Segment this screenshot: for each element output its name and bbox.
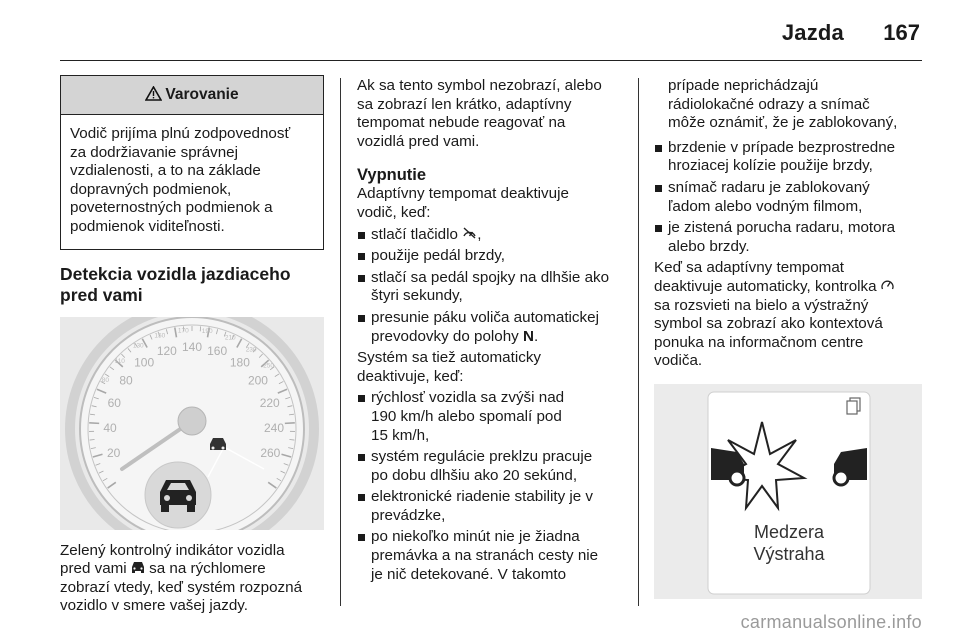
text-line: Ak sa tento symbol nezobrazí, alebo — [357, 77, 602, 94]
warning-line: podmienok viditeľnosti. — [70, 217, 225, 235]
warning-box — [60, 75, 324, 250]
display-line-2: Výstraha — [753, 543, 825, 564]
speedometer-graphic — [60, 317, 324, 530]
list-item: elektronické riadenie stability je v prevádzke, — [357, 488, 627, 525]
column-1 — [60, 75, 324, 616]
collision-warning-illustration — [654, 384, 922, 599]
speedo-label: 260 — [260, 445, 281, 460]
vehicle-ahead-icon — [131, 560, 145, 577]
list-item: brzdenie v prípade bezprostredne hroziacej kolízie použije brzdy, — [654, 139, 924, 176]
speedo-inner-label: 150 — [154, 331, 166, 339]
auto-deactivation-list — [357, 389, 627, 584]
text-line: rádiolokačné odrazy a snímač — [668, 95, 870, 113]
text-line: Keď sa adaptívny tempomat — [654, 259, 844, 277]
page-header — [60, 0, 922, 61]
speedo-label: 160 — [207, 343, 228, 358]
speedo-label: 100 — [134, 354, 155, 369]
vehicle-ahead-enlarged-icon — [145, 462, 211, 528]
warning-line: vzdialenosti, a to na základe — [70, 162, 261, 180]
speedo-inner-label: 80 — [101, 376, 110, 384]
speedo-tick — [89, 422, 99, 423]
speedo-label: 140 — [181, 339, 203, 354]
warning-line: dopravných podmienok, — [70, 180, 232, 198]
speedo-inner-label: 250 — [263, 362, 275, 370]
column-divider-1 — [340, 78, 341, 606]
section-heading-vypnutie: Vypnutie — [357, 166, 427, 185]
text-line: vodiča. — [654, 352, 703, 370]
text-line: sa zobrazí len krátko, adaptívny — [357, 95, 572, 113]
warning-line: Vodič prijíma plnú zodpovednosť — [70, 125, 291, 142]
speedo-inner-label: 170 — [177, 326, 189, 334]
speedo-inner-label: 230 — [245, 345, 257, 353]
column-divider-2 — [638, 78, 639, 606]
list-item: presunie páku voliča automatickej prevodovky do polohy N. — [357, 309, 627, 346]
speedo-label: 80 — [119, 372, 133, 387]
speedometer-illustration — [60, 317, 324, 530]
text-line: ponuka na informačnom centre — [654, 333, 864, 351]
caption-line: zobrazí vtedy, keď systém rozpozná — [60, 578, 303, 596]
vehicle-ahead-icon — [210, 438, 226, 450]
page-number: 167 — [883, 20, 920, 45]
warning-title: Varovanie — [165, 85, 239, 103]
speedo-tick — [289, 439, 294, 440]
speedo-label: 120 — [156, 343, 177, 358]
deactivation-list — [357, 226, 627, 347]
speedo-tick — [285, 422, 295, 423]
text-line: sa rozsvieti na bielo a výstražný — [654, 296, 869, 314]
list-item: systém regulácie preklzu pracuje po dobu dlhšiu ako 20 sekúnd, — [357, 448, 627, 485]
speedo-tick — [90, 439, 95, 440]
text-line: symbol sa zobrazí ako kontextová — [654, 315, 883, 333]
column-2 — [357, 77, 627, 587]
text-line: môže oznámiť, že je zablokovaný, — [668, 114, 898, 132]
speedo-label: 200 — [247, 372, 268, 387]
chapter-title: Jazda — [781, 20, 844, 45]
warning-line: za dodržiavanie správnej — [70, 143, 239, 161]
speedo-label: 40 — [103, 420, 117, 435]
list-item: stlačí sa pedál spojky na dlhšie ako štyri sekundy, — [357, 269, 627, 306]
text-line: deaktivuje, keď: — [357, 367, 464, 385]
warning-triangle-icon — [145, 86, 162, 107]
speedo-label: 180 — [229, 354, 250, 369]
caption-line: pred vami sa na rýchlomere — [60, 560, 266, 578]
display-line-1: Medzera — [753, 521, 825, 542]
speedo-label: 240 — [263, 420, 285, 435]
speedo-inner-label: 130 — [132, 342, 144, 350]
section-heading: Detekcia vozidla jazdiaceho pred vami — [60, 263, 291, 305]
text-line: Systém sa tiež automaticky — [357, 349, 542, 367]
list-item: snímač radaru je zablokovaný ľadom alebo vodným filmom, — [654, 179, 924, 216]
list-item: rýchlosť vozidla sa zvýši nad 190 km/h alebo spomalí pod 15 km/h, — [357, 389, 627, 445]
text-line: tempomat nebude reagovať na — [357, 114, 566, 132]
speedo-inner-label: 210 — [224, 334, 236, 342]
list-item: je zistená porucha radaru, motora alebo brzdy. — [654, 219, 924, 256]
cruise-cancel-icon — [462, 226, 477, 243]
text-line: vozidlá pred vami. — [357, 132, 480, 150]
speedo-label: 220 — [259, 395, 280, 410]
text-line: deaktivuje automaticky, kontrolka — [654, 278, 924, 297]
condition-list — [654, 139, 924, 257]
caption-line: Zelený kontrolný indikátor vozidla — [60, 541, 285, 559]
text-line: vodič, keď: — [357, 203, 431, 221]
text-line: Adaptívny tempomat deaktivuje — [357, 185, 569, 203]
speedo-inner-label: 110 — [114, 357, 125, 365]
speedo-inner-label: 190 — [201, 327, 213, 335]
speedo-label: 60 — [107, 395, 121, 410]
warning-header — [61, 76, 323, 115]
speedo-label: 20 — [106, 445, 121, 460]
caption-line: vozidlo v smere vašej jazdy. — [60, 597, 248, 615]
warning-line: poveternostných podmienok a — [70, 199, 273, 217]
list-item: použije pedál brzdy, — [357, 247, 627, 266]
watermark: carmanualsonline.info — [740, 612, 922, 632]
collision-display-graphic — [654, 384, 922, 599]
cruise-control-icon — [881, 278, 894, 295]
list-item: stlačí tlačidlo , — [357, 226, 627, 245]
column-3 — [654, 77, 924, 599]
list-item: po niekoľko minút nie je žiadna premávka a na stranách cesty nie je nič detekované. V takomto — [357, 528, 627, 584]
warning-body — [61, 115, 323, 249]
text-line: prípade neprichádzajú — [668, 77, 819, 94]
